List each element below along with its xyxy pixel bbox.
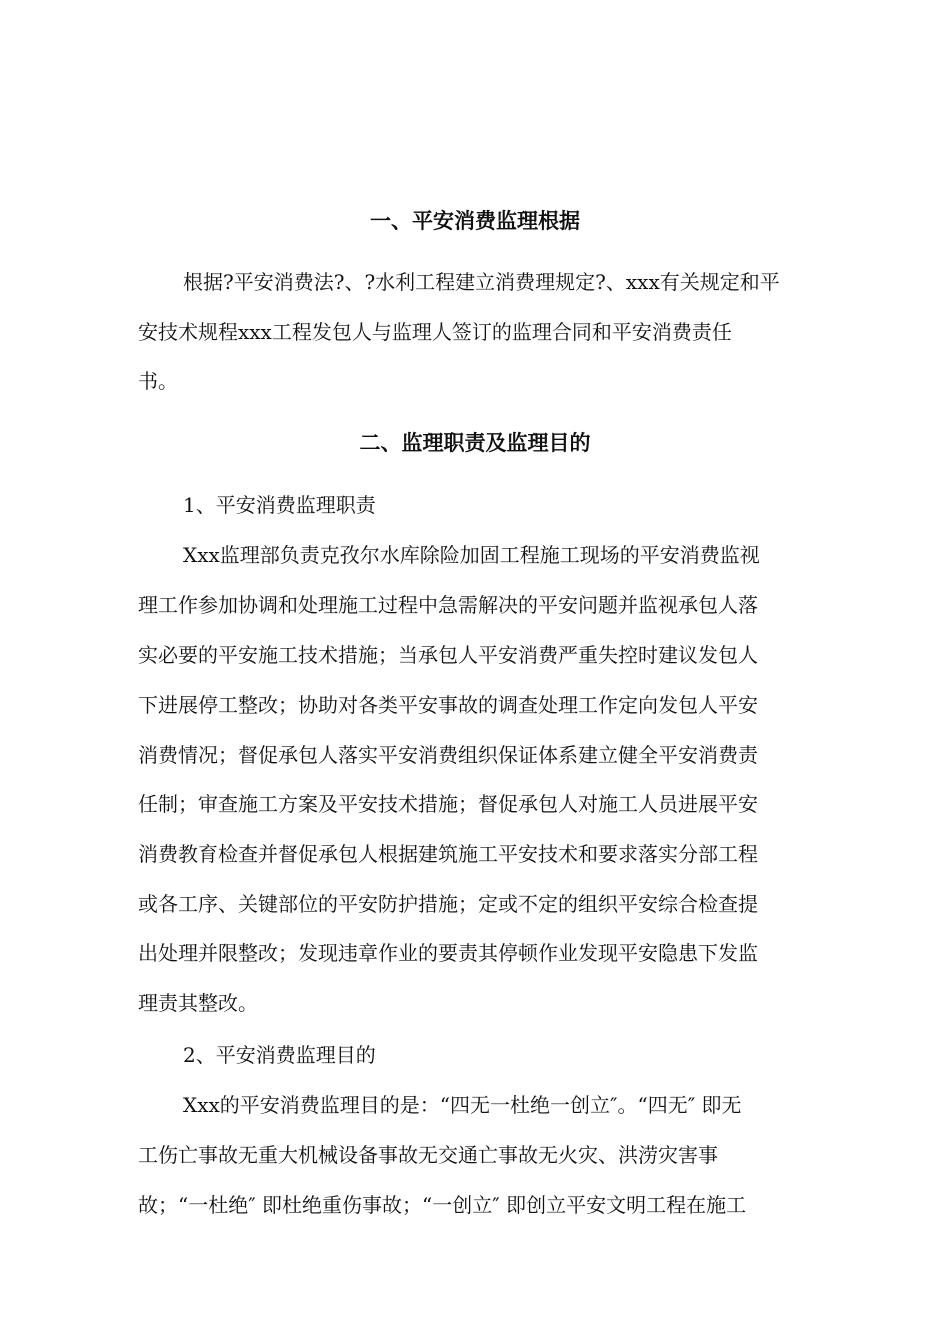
subsection-2-line-2: 工伤亡事故无重大机械设备事故无交通亡事故无火灾、洪涝灾害事 — [138, 1143, 718, 1167]
subsection-1-line-8: 或各工序、关键部位的平安防护措施；定或不定的组织平安综合检查提 — [138, 892, 758, 916]
subsection-2-line-1: Xxx的平安消费监理目的是：“四无一杜绝一创立″。“四无″ 即无 — [183, 1093, 742, 1117]
section-1-line-3: 书。 — [138, 369, 178, 393]
subsection-1-line-5: 消费情况；督促承包人落实平安消费组织保证体系建立健全平安消费责 — [138, 743, 758, 767]
subsection-1-line-1: Xxx监理部负责克孜尔水库除险加固工程施工现场的平安消费监视 — [183, 543, 760, 567]
subsection-2-line-3: 故；“一杜绝″ 即杜绝重伤事故；“一创立″ 即创立平安文明工程在施工 — [138, 1193, 747, 1217]
section-1-heading: 一、平安消费监理根据 — [370, 209, 580, 233]
subsection-1-line-10: 理责其整改。 — [138, 991, 258, 1015]
subsection-1-line-3: 实必要的平安施工技术措施；当承包人平安消费严重失控时建议发包人 — [138, 643, 758, 667]
section-1-line-2: 安技术规程xxx工程发包人与监理人签订的监理合同和平安消费责任 — [138, 320, 732, 344]
section-1-line-1: 根据?平安消费法?、?水利工程建立消费理规定?、xxx有关规定和平 — [183, 270, 780, 294]
subsection-1-line-4: 下进展停工整改；协助对各类平安事故的调查处理工作定向发包人平安 — [138, 693, 758, 717]
subsection-1-line-7: 消费教育检查并督促承包人根据建筑施工平安技术和要求落实分部工程 — [138, 842, 758, 866]
section-2-heading: 二、监理职责及监理目的 — [359, 431, 591, 455]
subsection-1-line-6: 任制；审查施工方案及平安技术措施；督促承包人对施工人员进展平安 — [138, 792, 758, 816]
subsection-1-line-2: 理工作参加协调和处理施工过程中急需解决的平安问题并监视承包人落 — [138, 593, 758, 617]
subsection-1-title: 1、平安消费监理职责 — [183, 493, 376, 517]
subsection-2-title: 2、平安消费监理目的 — [183, 1043, 376, 1067]
subsection-1-line-9: 出处理并限整改；发现违章作业的要责其停顿作业发现平安隐患下发监 — [138, 941, 758, 965]
